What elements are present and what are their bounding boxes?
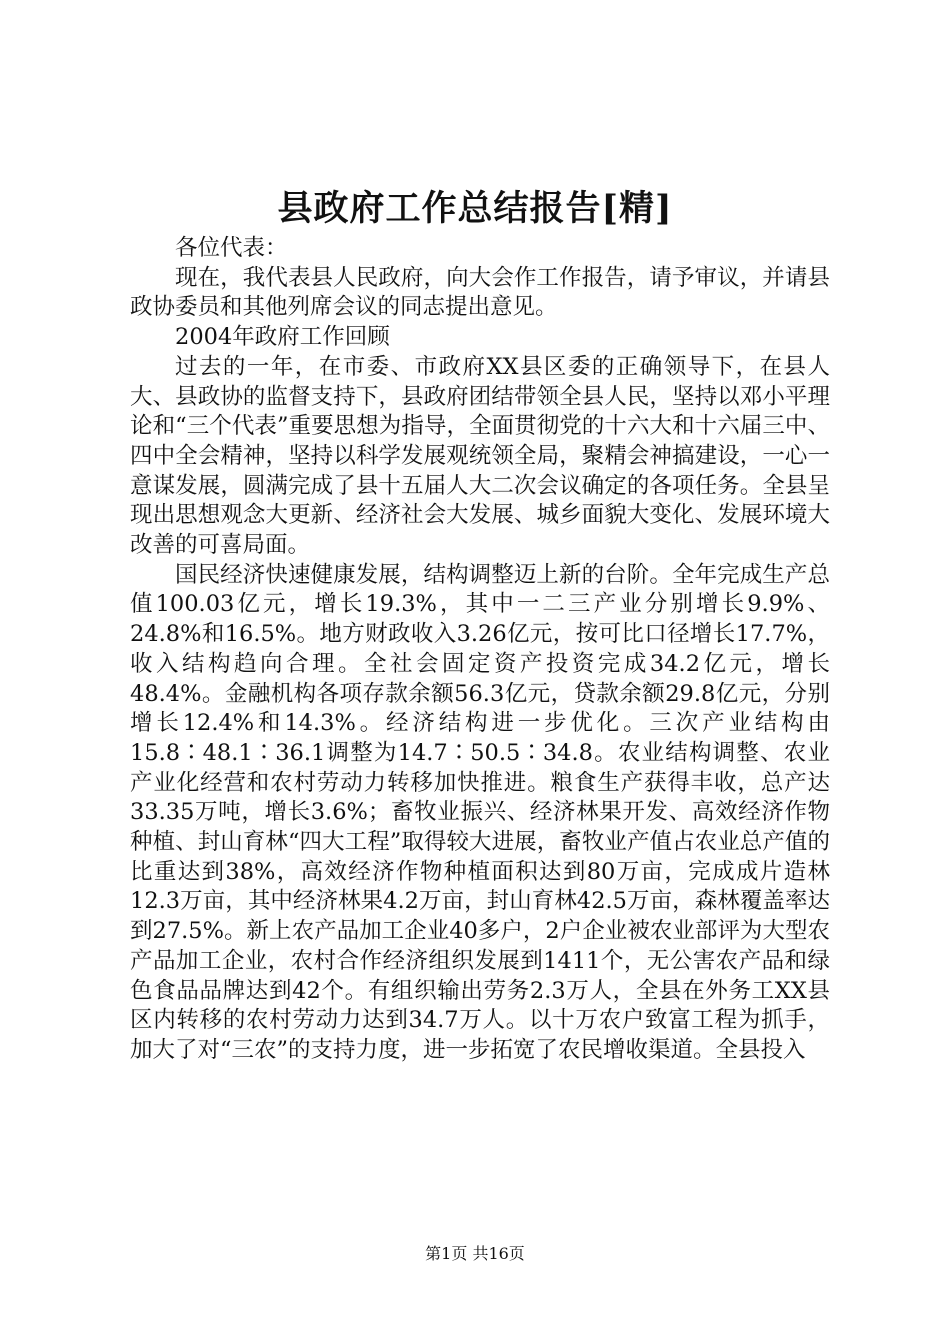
section-heading: 2004年政府工作回顾 xyxy=(175,324,390,351)
economy-paragraph: 国民经济快速健康发展，结构调整迈上新的台阶。全年完成生产总值100.03亿元，增长19.3%，其中一二三产业分别增长9.9%、24.8%和16.5%。地方财政收入3.26亿元，按可比口径增长17.7%，收入结构趋向合理。全社会固定资产投资完成34.2亿元，增长48.4%。金融机构各项存款余额56.3亿元，贷款余额29.8亿元，分别增长12.4%和14.3%。经济结构进一步优化。三次产业结构由15.8∶48.1∶36.1调整为14.7∶50.5∶34.8。农业结构调整、农业产业化经营和农村劳动力转移加快推进。粮食生产获得丰收，总产达33.35万吨，增长3.6%；畜牧业振兴、经济林果开发、高效经济作物种植、封山育林“四大工程”取得较大进展，畜牧业产值占农业总产值的比重达到38%，高效经济作物种植面积达到80万亩，完成成片造林12.3万亩，其中经济林果4.2万亩，封山育林42.5万亩，森林覆盖率达到27.5%。新上农产品加工企业40多户，2户企业被农业部评为大型农产品加工企业，农村合作经济组织发展到1411个，无公害农产品和绿色食品品牌达到42个。有组织输出劳务2.3万人，全县在外务工XX县区内转移的农村劳动力达到34.7万人。以十万农户致富工程为抓手，加大了对“三农”的支持力度，进一步拓宽了农民增收渠道。全县投入 xyxy=(130,561,830,1063)
document-title: 县政府工作总结报告[精] xyxy=(277,188,673,229)
document-body xyxy=(130,234,830,1066)
intro-paragraph: 现在，我代表县人民政府，向大会作工作报告，请予审议，并请县政协委员和其他列席会议的同志提出意见。 xyxy=(130,264,830,321)
review-paragraph: 过去的一年，在市委、市政府XX县区委的正确领导下，在县人大、县政协的监督支持下，县政府团结带领全县人民，坚持以邓小平理论和“三个代表”重要思想为指导，全面贯彻党的十六大和十六届三中、四中全会精神，坚持以科学发展观统领全局，聚精会神搞建设，一心一意谋发展，圆满完成了县十五届人大二次会议确定的各项任务。全县呈现出思想观念大更新、经济社会大发展、城乡面貌大变化、发展环境大改善的可喜局面。 xyxy=(130,353,830,559)
salutation-paragraph: 各位代表： xyxy=(175,235,288,261)
page-footer: 第1页 共16页 xyxy=(425,1244,525,1263)
